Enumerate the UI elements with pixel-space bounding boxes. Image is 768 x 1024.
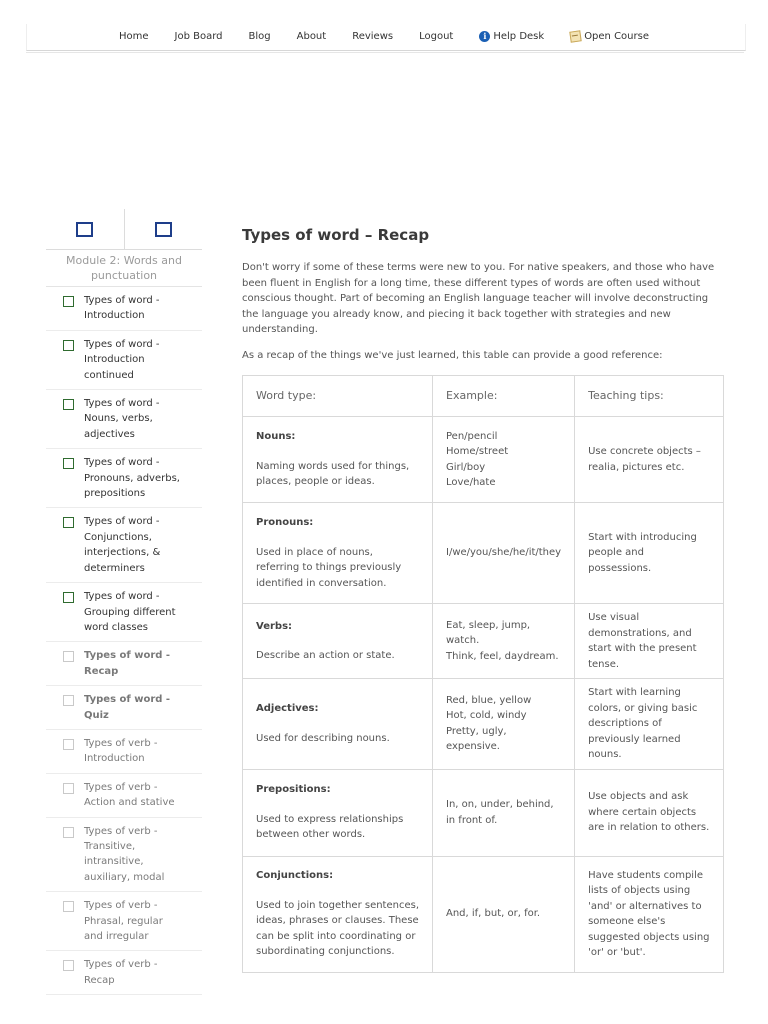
- word-type-cell: [243, 679, 433, 770]
- sidebar-lesson-item[interactable]: [46, 686, 202, 730]
- word-type-name: Pronouns:: [256, 517, 314, 528]
- sidebar-lesson-item[interactable]: [46, 642, 202, 686]
- sidebar-lesson-item[interactable]: [46, 774, 202, 818]
- lesson-list: [46, 287, 202, 995]
- sidebar-lesson-item[interactable]: [46, 892, 202, 951]
- recap-paragraph: As a recap of the things we've just learned, this table can provide a good reference:: [242, 349, 663, 361]
- example-cell: Red, blue, yellow Hot, cold, windy Pretty, ugly, expensive.: [433, 679, 575, 770]
- header-teaching-tips: Teaching tips:: [575, 376, 724, 417]
- word-type-cell: [243, 769, 433, 856]
- lesson-label: Types of word - Nouns, verbs, adjectives: [84, 398, 160, 440]
- page-title: Types of word – Recap: [242, 226, 430, 244]
- nav-open-course[interactable]: [570, 31, 649, 42]
- header-word-type: Word type:: [243, 376, 433, 417]
- nav-blog[interactable]: Blog: [248, 31, 271, 42]
- example-cell: Pen/pencil Home/street Girl/boy Love/hate: [433, 417, 575, 503]
- checkbox-icon: [63, 340, 74, 351]
- lesson-label: Types of verb - Transitive, intransitive, auxiliary, modal: [84, 825, 165, 883]
- sidebar-lesson-item[interactable]: [46, 951, 202, 995]
- info-icon: i: [479, 31, 490, 42]
- nav-menu: [0, 31, 768, 42]
- sidebar-lesson-item[interactable]: [46, 390, 202, 449]
- sidebar-lesson-item[interactable]: [46, 730, 202, 774]
- course-sidebar: [46, 209, 202, 995]
- intro-paragraph: Don't worry if some of these terms were new to you. For native speakers, and those who have been fluent in English for a long time, these different types of words are often used without conscious thought. Part of becoming an English language teacher will involve deconstructing the language you already know, and piecing it back together with strategies and new understanding.: [242, 262, 715, 335]
- sidebar-lesson-item[interactable]: [46, 818, 202, 893]
- table-row: [243, 679, 724, 770]
- example-cell: In, on, under, behind, in front of.: [433, 769, 575, 856]
- word-type-description: Used to express relationships between other words.: [256, 813, 404, 841]
- lesson-label: Types of verb - Action and stative: [84, 781, 175, 809]
- word-type-name: Prepositions:: [256, 784, 331, 796]
- square-icon: [76, 222, 93, 237]
- next-lesson-button[interactable]: [125, 209, 203, 249]
- lesson-label: Types of verb - Introduction: [84, 737, 158, 765]
- checkbox-icon: [63, 827, 74, 838]
- checkbox-icon: [63, 960, 74, 971]
- table-row: [243, 856, 724, 972]
- sidebar-lesson-item[interactable]: [46, 449, 202, 508]
- help-desk-label: Help Desk: [493, 31, 545, 42]
- word-type-description: Used to join together sentences, ideas, phrases or clauses. These can be split into coordinating or subordinating conjunctions.: [256, 899, 420, 958]
- word-type-description: Used in place of nouns, referring to things previously identified in conversation.: [256, 546, 402, 589]
- teaching-tip-cell: Start with learning colors, or giving basic descriptions of previously learned nouns.: [575, 679, 724, 770]
- nav-home[interactable]: Home: [119, 31, 149, 42]
- word-type-cell: [243, 417, 433, 503]
- lesson-label: Types of word - Introduction: [84, 295, 160, 322]
- sidebar-lesson-item[interactable]: [46, 508, 202, 583]
- table-header-row: [243, 376, 724, 417]
- word-type-name: Verbs:: [256, 620, 293, 632]
- checkbox-icon: [63, 399, 74, 410]
- word-type-description: Describe an action or state.: [256, 650, 395, 661]
- teaching-tip-cell: Use objects and ask where certain objects are in relation to others.: [575, 769, 724, 856]
- word-type-cell: [243, 604, 433, 679]
- sidebar-lesson-item[interactable]: [46, 583, 202, 642]
- teaching-tip-cell: Have students compile lists of objects using 'and' or alternatives to someone else's suggested objects using 'or' or 'but'.: [575, 856, 724, 972]
- lesson-label: Types of word - Pronouns, adverbs, prepositions: [84, 457, 180, 500]
- word-type-name: Nouns:: [256, 431, 296, 443]
- lesson-label: Types of word - Conjunctions, interjections, & determiners: [84, 516, 161, 574]
- lesson-label: Types of verb - Phrasal, regular and irregular: [84, 900, 163, 942]
- checkbox-icon: [63, 739, 74, 750]
- table-row: [243, 604, 724, 679]
- previous-lesson-button[interactable]: [46, 209, 125, 249]
- open-course-label: Open Course: [584, 31, 649, 42]
- teaching-tip-cell: Start with introducing people and possessions.: [575, 503, 724, 604]
- lesson-label: Types of word - Recap: [84, 650, 171, 677]
- checkbox-icon: [63, 458, 74, 469]
- nav-about[interactable]: About: [296, 31, 327, 42]
- teaching-tip-cell: Use visual demonstrations, and start with the present tense.: [575, 604, 724, 679]
- teaching-tip-cell: Use concrete objects – realia, pictures etc.: [575, 417, 724, 503]
- lesson-content: [242, 224, 724, 973]
- word-type-description: Naming words used for things, places, people or ideas.: [256, 460, 410, 488]
- sidebar-lesson-item[interactable]: [46, 331, 202, 390]
- example-cell: And, if, but, or, for.: [433, 856, 575, 972]
- table-row: [243, 417, 724, 503]
- example-cell: I/we/you/she/he/it/they: [433, 503, 575, 604]
- sidebar-pager: [46, 209, 202, 250]
- word-types-table: [242, 375, 724, 973]
- word-type-name: Conjunctions:: [256, 870, 334, 882]
- checkbox-icon: [63, 695, 74, 706]
- square-icon: [155, 222, 172, 237]
- table-row: [243, 503, 724, 604]
- nav-divider: [26, 52, 744, 53]
- lesson-label: Types of word - Grouping different word classes: [84, 591, 176, 633]
- checkbox-icon: [63, 592, 74, 603]
- nav-help-desk[interactable]: [479, 31, 544, 42]
- nav-job-board[interactable]: Job Board: [174, 31, 223, 42]
- lesson-label: Types of verb - Recap: [84, 959, 158, 986]
- checkbox-icon: [63, 517, 74, 528]
- module-title: Module 2: Words and punctuation: [46, 250, 202, 287]
- sidebar-lesson-item[interactable]: [46, 287, 202, 331]
- word-type-cell: [243, 856, 433, 972]
- header-example: Example:: [433, 376, 575, 417]
- word-type-cell: [243, 503, 433, 604]
- nav-reviews[interactable]: Reviews: [352, 31, 394, 42]
- example-cell: Eat, sleep, jump, watch. Think, feel, daydream.: [433, 604, 575, 679]
- lesson-label: Types of word - Introduction continued: [84, 338, 160, 381]
- table-row: [243, 769, 724, 856]
- notepad-icon: [569, 30, 581, 42]
- checkbox-icon: [63, 296, 74, 307]
- checkbox-icon: [63, 901, 74, 912]
- lesson-label: Types of word - Quiz: [84, 694, 171, 721]
- word-type-name: Adjectives:: [256, 703, 319, 715]
- checkbox-icon: [63, 783, 74, 794]
- word-type-description: Used for describing nouns.: [256, 732, 390, 744]
- nav-logout[interactable]: Logout: [419, 31, 454, 42]
- checkbox-icon: [63, 651, 74, 662]
